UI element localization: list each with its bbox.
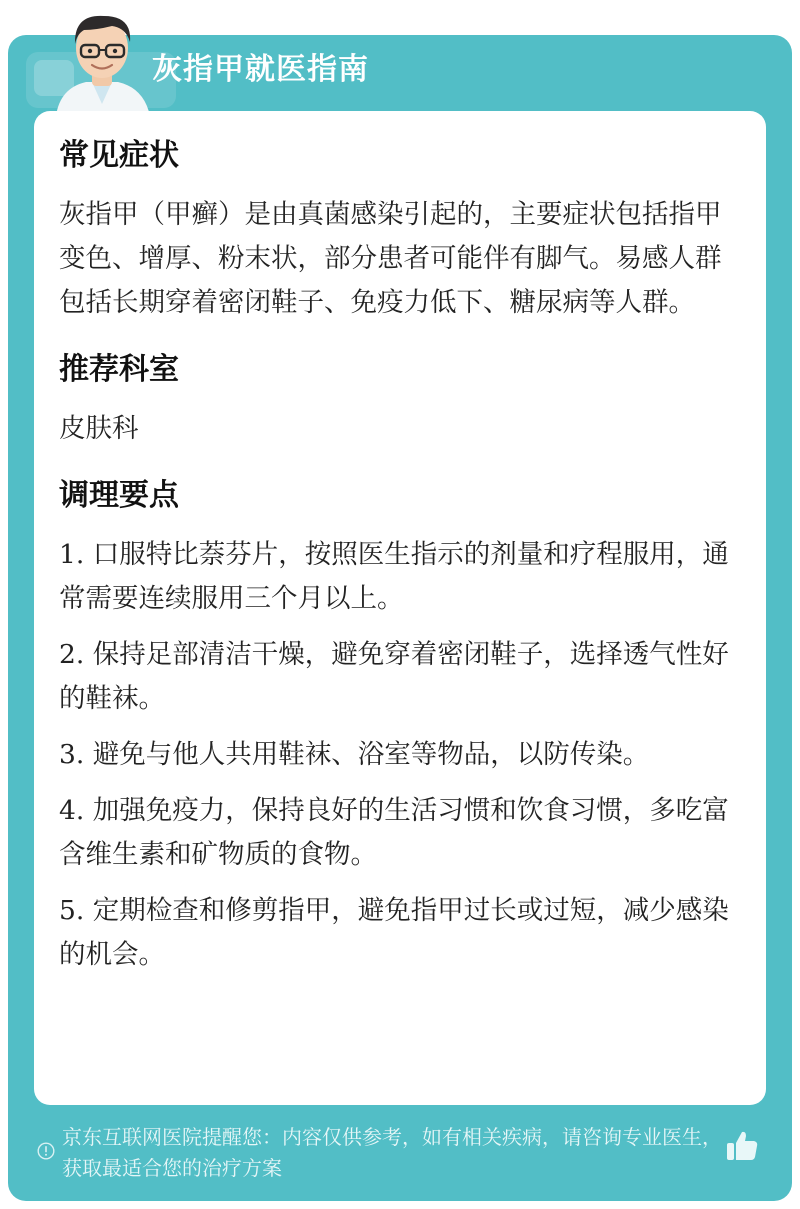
- department-heading: 推荐科室: [59, 352, 179, 387]
- care-heading: 调理要点: [59, 478, 179, 513]
- list-item: [59, 889, 742, 977]
- page-title: 灰指甲就医指南: [152, 52, 369, 87]
- doctor-avatar-icon: [46, 8, 158, 116]
- list-item-number: 2.: [59, 639, 85, 670]
- list-item-number: 1.: [59, 539, 85, 570]
- list-item-text: 避免与他人共用鞋袜、浴室等物品，以防传染。: [84, 739, 650, 770]
- list-item-number: 5.: [59, 895, 85, 926]
- list-item: [59, 733, 742, 777]
- care-list: [59, 533, 742, 977]
- content-panel: [34, 111, 766, 1105]
- list-item-text: 加强免疫力，保持良好的生活习惯和饮食习惯，多吃富含维生素和矿物质的食物。: [59, 795, 729, 870]
- info-icon: [37, 1142, 55, 1160]
- footer-notice: 京东互联网医院提醒您：内容仅供参考，如有相关疾病，请咨询专业医生，获取最适合您的治疗方案: [62, 1125, 722, 1180]
- thumbs-up-icon[interactable]: [724, 1128, 760, 1164]
- list-item: [59, 789, 742, 877]
- list-item-text: 口服特比萘芬片，按照医生指示的剂量和疗程服用，通常需要连续服用三个月以上。: [59, 539, 729, 614]
- department-text: 皮肤科: [59, 413, 139, 444]
- symptoms-text: 灰指甲（甲癣）是由真菌感染引起的，主要症状包括指甲变色、增厚、粉末状，部分患者可能伴有脚气。易感人群包括长期穿着密闭鞋子、免疫力低下、糖尿病等人群。: [59, 199, 722, 318]
- list-item-text: 定期检查和修剪指甲，避免指甲过长或过短，减少感染的机会。: [59, 895, 729, 970]
- list-item-number: 3.: [59, 739, 85, 770]
- list-item: [59, 533, 742, 621]
- list-item-text: 保持足部清洁干燥，避免穿着密闭鞋子，选择透气性好的鞋袜。: [59, 639, 729, 714]
- list-item-number: 4.: [59, 795, 85, 826]
- symptoms-heading: 常见症状: [59, 138, 179, 173]
- list-item: [59, 633, 742, 721]
